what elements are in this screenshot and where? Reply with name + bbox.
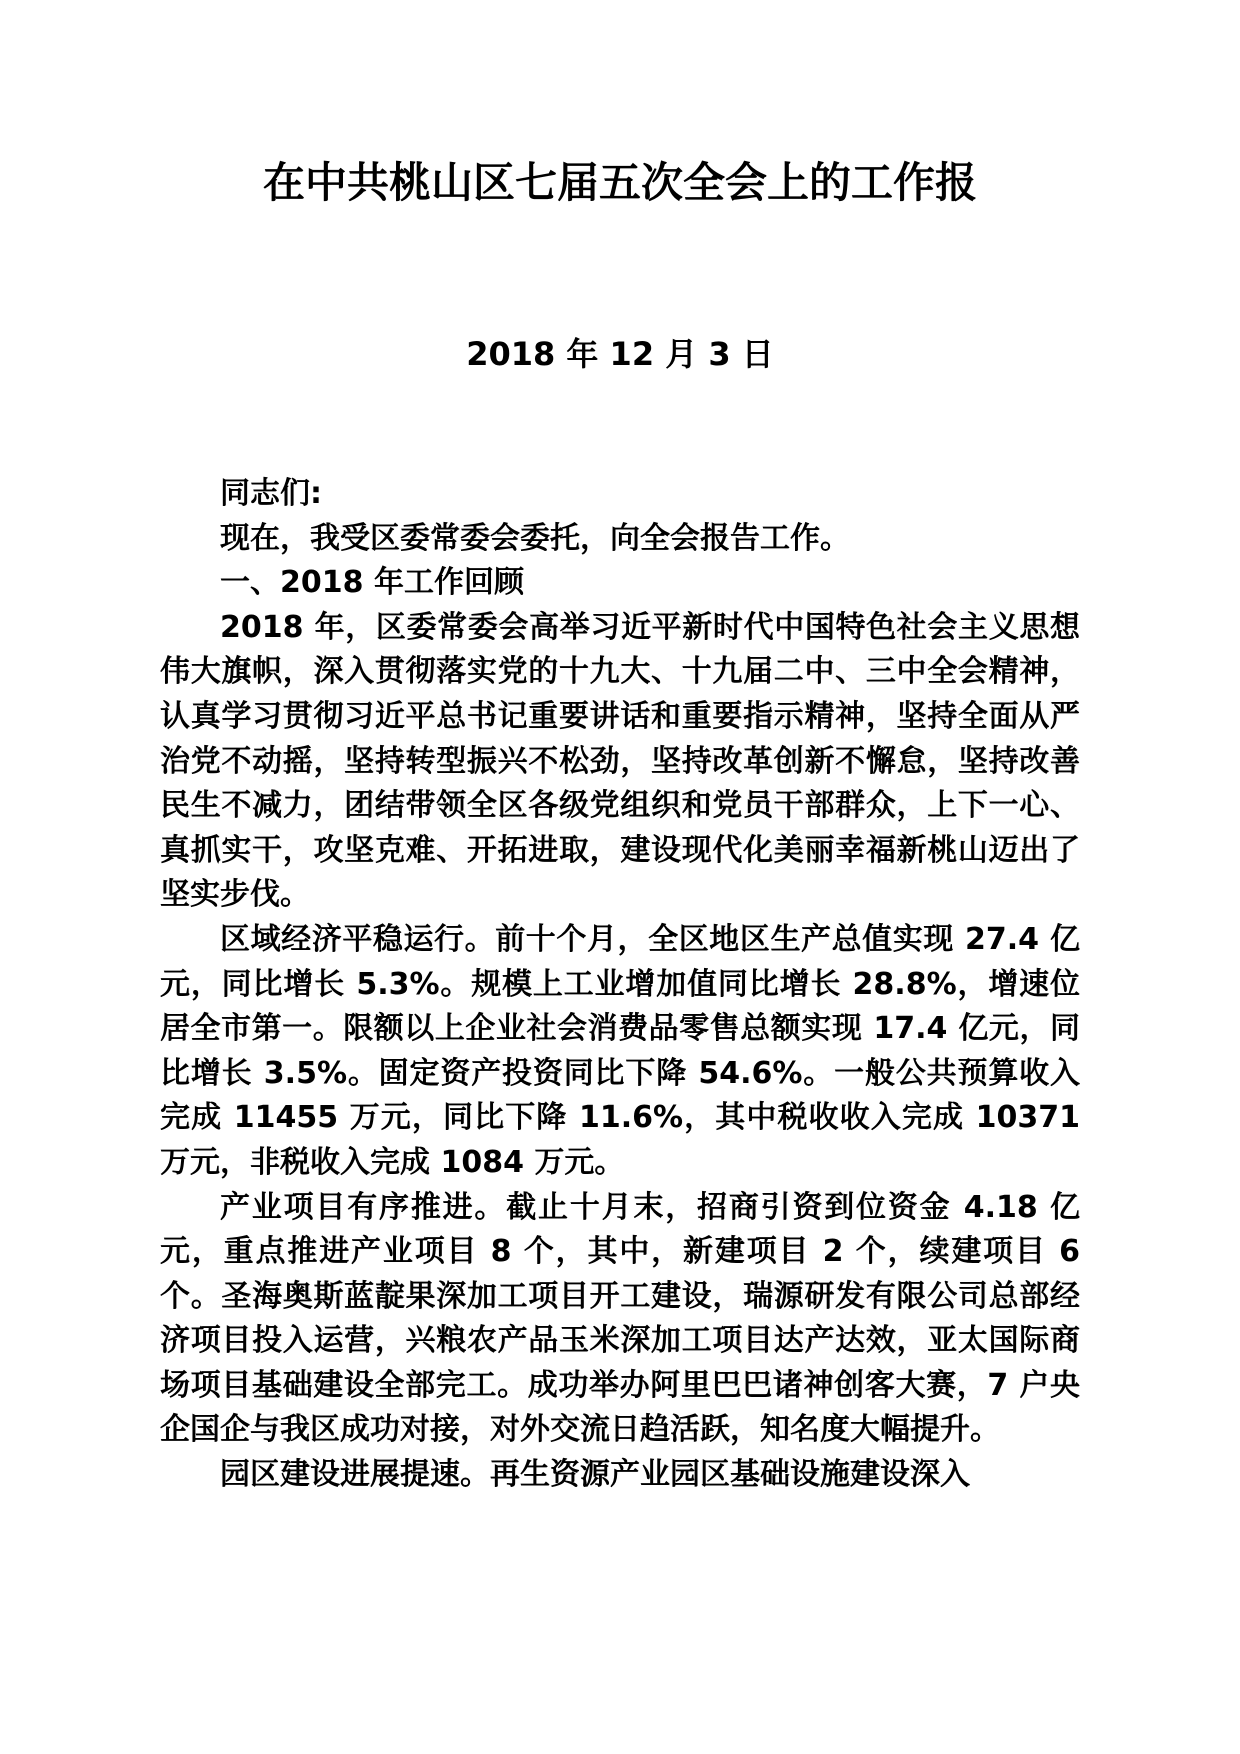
paragraph-parks: 园区建设进展提速。再生资源产业园区基础设施建设深入 — [220, 1457, 970, 1493]
paragraph-projects: 产业项目有序推进。截止十月末，招商引资到位资金 4.18 亿元，重点推进产业项目 8 个，其中，新建项目 2 个，续建项目 6 个。圣海奥斯蓝靛果深加工项目开工建设，瑞源研发有限公司总部经济项目投入运营，兴粮农产品玉米深加工项目达产达效，亚太国际商场项目基础建设全部完工。成功举办阿里巴巴诸神创客大赛，7 户央企国企与我区成功对接，对外交流日趋活跃，知名度大幅提升。 — [160, 1189, 1080, 1448]
document-title: 在中共桃山区七届五次全会上的工作报 — [262, 158, 977, 207]
paragraph-intro: 现在，我受区委常委会委托，向全会报告工作。 — [220, 520, 850, 556]
section-heading: 一、2018 年工作回顾 — [220, 565, 524, 601]
paragraph-overview: 2018 年，区委常委会高举习近平新时代中国特色社会主义思想伟大旗帜，深入贯彻落实党的十九大、十九届二中、三中全会精神，认真学习贯彻习近平总书记重要讲话和重要指示精神，坚持全面从严治党不动摇，坚持转型振兴不松劲，坚持改革创新不懈怠，坚持改善民生不减力，团结带领全区各级党组织和党员干部群众，上下一心、真抓实干，攻坚克难、开拓进取，建设现代化美丽幸福新桃山迈出了坚实步伐。 — [160, 609, 1080, 913]
document-body — [160, 472, 1080, 1498]
paragraph-economy: 区域经济平稳运行。前十个月，全区地区生产总值实现 27.4 亿元，同比增长 5.3%。规模上工业增加值同比增长 28.8%，增速位居全市第一。限额以上企业社会消费品零售总额实现 17.4 亿元，同比增长 3.5%。固定资产投资同比下降 54.6%。一般公共预算收入完成 11455 万元，同比下降 11.6%，其中税收收入完成 10371 万元，非税收入完成 1084 万元。 — [160, 921, 1080, 1180]
paragraph-salutation: 同志们: — [220, 476, 322, 511]
document-date: 2018 年 12 月 3 日 — [466, 335, 774, 373]
